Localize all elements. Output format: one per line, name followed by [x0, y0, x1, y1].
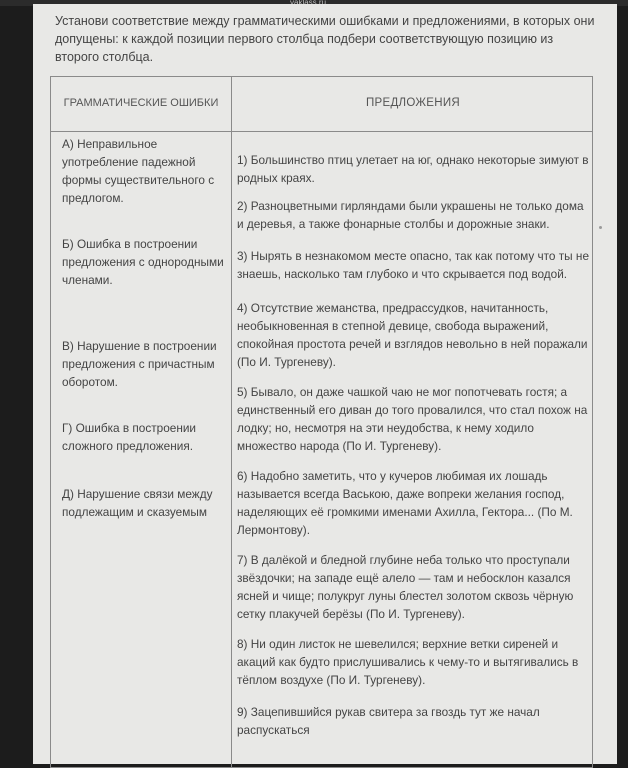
error-item-a: А) Неправильное употребление падежной формы существительного с предлогом.	[62, 137, 215, 205]
document-page	[33, 4, 617, 764]
header-errors: ГРАММАТИЧЕСКИЕ ОШИБКИ	[63, 97, 219, 109]
sentence-2: 2) Разноцветными гирляндами были украшены не только дома и деревья, а также фонарные столбы и дорожные знаки.	[237, 199, 584, 231]
error-item-g: Г) Ошибка в построении сложного предложения.	[62, 421, 197, 453]
header-divider	[51, 131, 592, 132]
sentence-3: 3) Нырять в незнакомом месте опасно, так как потому что ты не знаешь, насколько там глубоко и что скрывается под водой.	[237, 249, 590, 281]
sentence-5: 5) Бывало, он даже чашкой чаю не мог попотчевать гостя; а единственный его диван до того провалился, что стал похож на лодку; но, несмотря на эти неудобства, к нему ходило множество народа (По И. Тургеневу).	[237, 385, 588, 453]
matching-table	[50, 76, 593, 768]
sentence-8: 8) Ни один листок не шевелился; верхние ветки сиреней и акаций как будто прислушивались к чему-то и вытягивались в тёплом воздухе (По И. Тургеневу).	[237, 637, 579, 687]
sentence-4: 4) Отсутствие жеманства, предрассудков, начитанность, необыкновенная в степной девице, свобода выражений, спокойная простота речей и взглядов невольно в ней поражали (По И. Тургеневу).	[237, 301, 588, 369]
error-item-b: Б) Ошибка в построении предложения с однородными членами.	[62, 237, 224, 287]
task-text: Установи соответствие между грамматическими ошибками и предложениями, в которых они допущены: к каждой позиции первого столбца подбери соответствующую позицию из второго столбца.	[55, 14, 595, 64]
error-item-v: В) Нарушение в построении предложения с причастным оборотом.	[62, 339, 217, 389]
sentence-1: 1) Большинство птиц улетает на юг, однако некоторые зимуют в родных краях.	[237, 153, 589, 185]
sentence-7: 7) В далёкой и бледной глубине неба только что проступали звёздочки; на западе ещё алело — там и небосклон казался ясней и чище; полукруг луны блестел золотом сквозь чёрную сетку плакучей берёзы (По И. Тургеневу).	[237, 553, 574, 621]
sentence-9: 9) Зацепившийся рукав свитера за гвоздь тут же начал распускаться	[237, 705, 540, 737]
header-sentences: ПРЕДЛОЖЕНИЯ	[365, 97, 461, 109]
decorative-dot	[599, 226, 602, 229]
sentence-6: 6) Надобно заметить, что у кучеров любимая их лошадь называется всегда Ваською, даже вопреки желания господ, наделяющих её громкими именами Ахилла, Гектора... (По М. Лермонтову).	[237, 469, 573, 537]
error-item-d: Д) Нарушение связи между подлежащим и сказуемым	[62, 487, 213, 519]
